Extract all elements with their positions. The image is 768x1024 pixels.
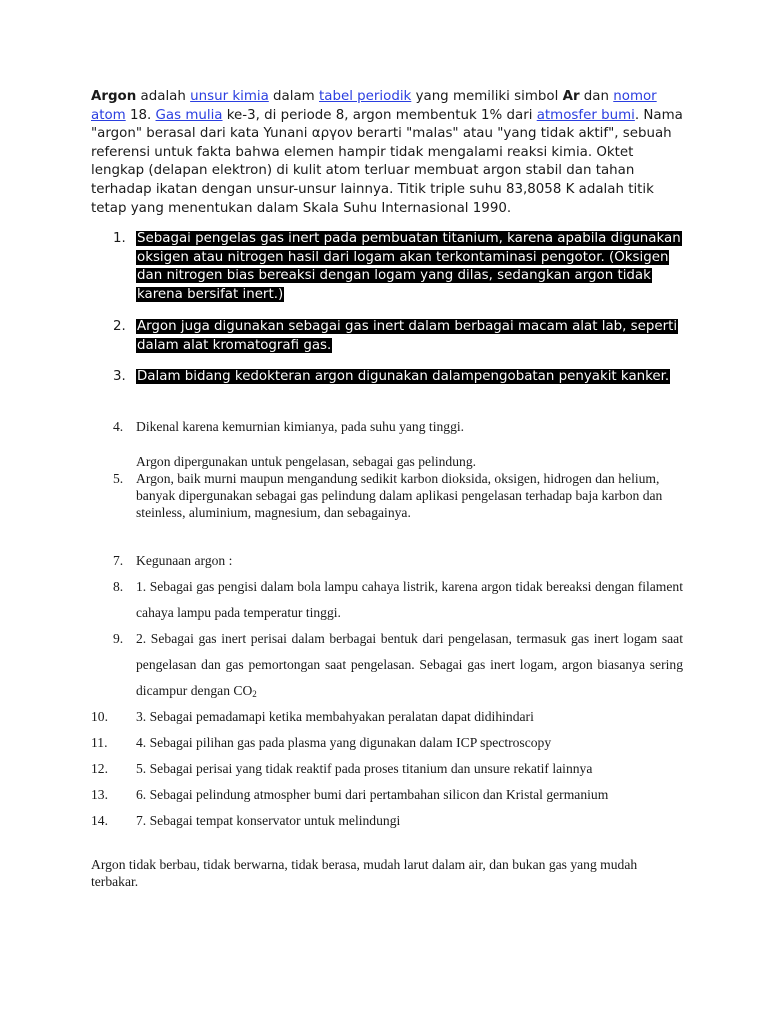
link-atmosfer-bumi[interactable]: atmosfer bumi [536,107,635,123]
list-item-continuation [91,453,683,470]
list-number: 3. [113,369,126,384]
link-gas-mulia[interactable]: Gas mulia [155,107,223,123]
list-item [91,782,683,808]
link-unsur-kimia[interactable]: unsur kimia [190,89,269,104]
highlighted-text: Dalam bidang kedokteran argon digunakan dalampengobatan penyakit kanker. [137,369,670,384]
list-number: 12. [91,761,108,776]
list-item [91,318,683,355]
list-item-heading [91,548,683,574]
list-item [91,756,683,782]
list-number: 9. [113,631,124,646]
list-text: Argon, baik murni maupun mengandung sedikit karbon dioksida, oksigen, hidrogen dan helium, banyak dipergunakan sebagai gas pelindung dalam aplikasi pengelasan terhadap baja karbon dan steinless, aluminium, magnesium, dan sebagainya. [136,471,663,520]
list-number: 7. [113,553,124,568]
list-text: 4. Sebagai pilihan gas pada plasma yang digunakan dalam ICP spectroscopy [136,735,552,750]
list-number: 5. [113,471,124,486]
list-number: 4. [113,419,124,434]
list-text: 3. Sebagai pemadamapi ketika membahyakan peralatan dapat didihindari [136,709,534,724]
list-number: 10. [91,709,108,724]
list-item [91,230,683,304]
list-text: 6. Sebagai pelindung atmospher bumi dari pertambahan silicon dan Kristal germanium [136,787,609,802]
list-text [136,626,683,707]
list-text: Dikenal karena kemurnian kimianya, pada suhu yang tinggi. [136,419,465,434]
list-number: 8. [113,579,124,594]
list-item [91,368,683,387]
intro-text: dalam [268,89,319,104]
intro-text: ke-3, di periode 8, argon membentuk 1% dari [222,107,537,123]
list-item [91,418,683,435]
list-number: 2. [113,319,126,334]
list-number: 14. [91,813,108,828]
list-item [91,704,683,730]
symbol-ar: Ar [562,89,580,104]
subscript: 2 [252,689,257,699]
intro-paragraph [91,88,683,218]
intro-text: yang memiliki simbol [411,89,563,104]
list-item [91,808,683,834]
link-tabel-periodik[interactable]: tabel periodik [319,89,412,104]
list-item [91,730,683,756]
list-number: 11. [91,735,108,750]
list-item [91,470,683,521]
link-nomor-atom[interactable]: nomor atom [91,89,657,123]
list-number: 1. [113,231,126,246]
list-text: 1. Sebagai gas pengisi dalam bola lampu cahaya listrik, karena argon tidak bereaksi dengan filament cahaya lampu pada temperatur tinggi. [136,579,683,620]
closing-paragraph: Argon tidak berbau, tidak berwarna, tidak berasa, mudah larut dalam air, dan bukan gas yang mudah terbakar. [91,857,638,889]
list-text-main: 2. Sebagai gas inert perisai dalam berbagai bentuk dari pengelasan, termasuk gas inert logam saat pengelasan dan gas pemortongan saat pengelasan. Sebagai gas inert logam, argon biasanya sering dicampur dengan CO [136,631,683,698]
highlighted-text: Argon juga digunakan sebagai gas inert dalam berbagai macam alat lab, seperti dalam alat kromatografi gas. [137,319,678,353]
highlighted-text: Sebagai pengelas gas inert pada pembuatan titanium, karena apabila digunakan oksigen atau nitrogen hasil dari logam akan terkontaminasi pengotor. (Oksigen dan nitrogen bias bereaksi dengan logam yang dilas, sedangkan argon tidak karena bersifat inert.) [137,231,681,302]
intro-text: 18. [125,107,156,123]
list-item [91,574,683,626]
list-text: Argon dipergunakan untuk pengelasan, sebagai gas pelindung. [136,454,477,469]
list-text: 7. Sebagai tempat konservator untuk melindungi [136,813,401,828]
intro-text: adalah [136,89,191,104]
intro-text: dan [579,89,614,104]
section-heading: Kegunaan argon : [136,553,233,568]
term-argon: Argon [91,89,137,104]
intro-text: . Nama "argon" berasal dari kata Yunani αργον berarti "malas" atau "yang tidak aktif", sebuah referensi untuk fakta bahwa elemen hampir tidak mengalami reaksi kimia. Oktet lengkap (delapan elektron) di kulit atom terluar membuat argon stabil dan tahan terhadap ikatan dengan unsur-unsur lainnya. Titik triple suhu 83,8058 K adalah titik tetap yang menentukan dalam Skala Suhu Internasional 1990. [91,107,683,216]
list-text: 5. Sebagai perisai yang tidak reaktif pada proses titanium dan unsure rekatif lainnya [136,761,593,776]
list-number: 13. [91,787,108,802]
list-item [91,626,683,707]
